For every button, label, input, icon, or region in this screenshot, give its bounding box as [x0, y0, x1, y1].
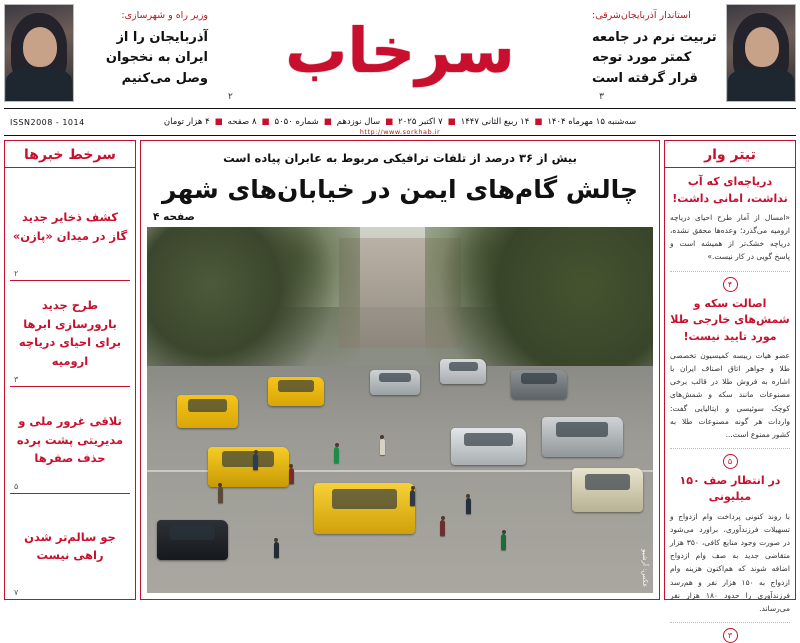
news-headline-item[interactable]	[10, 494, 130, 600]
issue-info-bar	[4, 108, 796, 136]
news-headline: تلاقی غرور ملی و مدیریتی پشت پرده حذف صفرها	[16, 414, 124, 465]
newspaper-logo: سرخاب	[285, 14, 515, 87]
sep-icon: ■	[323, 117, 332, 127]
news-headline-item[interactable]	[10, 281, 130, 388]
right-teaser-page-number: ۳	[599, 92, 604, 102]
brief-item[interactable]	[670, 277, 790, 449]
brief-page-badge: ۵	[723, 454, 738, 469]
lead-story[interactable]	[140, 140, 660, 600]
brief-page-badge: ۴	[723, 277, 738, 292]
titrvar-column	[664, 140, 796, 640]
sarkhat-column	[4, 140, 136, 600]
publication-year: سال نوزدهم	[336, 117, 381, 127]
brief-headline: در انتظار صف ۱۵۰ میلیونی	[679, 473, 781, 504]
news-headline-item[interactable]	[10, 174, 130, 281]
lead-page-reference: صفحه ۴	[153, 210, 195, 223]
brief-headline: اصالت سکه و شمش‌های خارجی طلا مورد تایید نیست!	[670, 296, 790, 343]
sep-icon: ■	[385, 117, 394, 127]
news-headline: جو سالم‌تر شدن راهی نیست	[24, 529, 116, 563]
website-url[interactable]: http://www.sorkhab.ir	[359, 128, 441, 136]
news-headline-item[interactable]	[10, 387, 130, 494]
brief-body: با روند کنونی پرداخت وام ازدواج و تسهیلات فرزندآوری، براورد می‌شود در صورت وجود منابع کافی، ۳۵۰ هزار متقاضی جدید به صف وام ازدواج اضافه شوند که هم‌اکنون هزینه وام ازدواج به ۱۵۰ هزار نفر و هم‌رسد فرزندآوری را حدود ۱۸۰ هزار نفر می‌رساند.	[670, 511, 790, 613]
brief-body: عضو هیات رییسه کمیسیون تخصصی طلا و جواهر اتاق اصناف ایران با اشاره به فروش طلا در قالب برخی مصنوعات مانند سکه و شمش‌های کوچک سوئیسی و ایتالیایی گفت: واردات هر گونه مصنوعات طلا به کشور ممنوع است...	[670, 351, 790, 439]
date-lunar: ۱۴ ربیع الثانی ۱۴۴۷	[460, 117, 530, 127]
masthead-center	[216, 4, 584, 108]
news-page-number: ۳	[14, 375, 19, 384]
brief-item[interactable]	[670, 454, 790, 623]
news-page-number: ۵	[14, 481, 19, 491]
titrvar-column-title: تیتر وار	[665, 141, 795, 168]
sep-icon: ■	[447, 117, 456, 127]
news-page-number: ۲	[14, 268, 19, 278]
sep-icon: ■	[261, 117, 270, 127]
news-headline: طرح جدید بارورسازی ابرها برای احیای دریاچه ارومیه	[18, 298, 122, 368]
sep-icon: ■	[214, 117, 223, 127]
portrait-photo-right	[726, 4, 796, 102]
lead-photo	[147, 227, 653, 593]
brief-item[interactable]	[670, 174, 790, 272]
masthead-left-teaser[interactable]	[4, 4, 216, 108]
lead-overline: بیش از ۳۶ درصد از تلفات ترافیکی مربوط به عابران پیاده است	[223, 151, 577, 165]
sep-icon: ■	[534, 117, 543, 127]
titrvar-footer-badge: ۳	[723, 628, 738, 643]
left-teaser-kicker: وزیر راه و شهرسازی:	[121, 10, 208, 21]
issue-number: شماره ۵۰۵۰	[274, 117, 319, 127]
portrait-photo-left	[4, 4, 74, 102]
page-count: ۸ صفحه	[227, 117, 257, 127]
right-teaser-headline: تربیت نرم در جامعه کمتر مورد توجه قرار گرفته است	[592, 30, 717, 86]
brief-headline: دریاچه‌ای که آب نداشت، امانی داشت!	[672, 175, 788, 205]
date-gregorian: ۷ اکتبر ۲۰۲۵	[398, 117, 443, 127]
date-solar: سه‌شنبه ۱۵ مهرماه ۱۴۰۴	[547, 117, 637, 127]
masthead	[0, 0, 800, 108]
right-teaser-kicker: استاندار آذربایجان‌شرقی:	[592, 10, 691, 21]
masthead-right-teaser[interactable]	[584, 4, 796, 108]
photo-credit: عکس: آرشیو	[641, 548, 649, 587]
left-teaser-page-number: ۲	[228, 92, 233, 102]
news-page-number: ۷	[14, 588, 19, 597]
brief-body: «امسال از آمار طرح احیای دریاچه ارومیه می‌گذرد؛ وعده‌ها محقق نشده، دریاچه خشک‌تر از همیشه است و پاسخ گویی در کار نیست.»	[670, 213, 790, 262]
sarkhat-column-title: سرخط خبرها	[5, 141, 135, 168]
price: ۴ هزار تومان	[163, 117, 210, 127]
page-content	[4, 140, 796, 640]
lead-headline: چالش گام‌های ایمن در خیابان‌های شهر	[162, 175, 638, 204]
news-headline: کشف ذخایر جدید گاز در میدان «پازن»	[12, 210, 128, 243]
left-teaser-headline: آذربایجان را از ایران به نخجوان وصل می‌کنیم	[105, 30, 208, 86]
issn-code: ISSN2008 - 1014	[10, 117, 85, 127]
